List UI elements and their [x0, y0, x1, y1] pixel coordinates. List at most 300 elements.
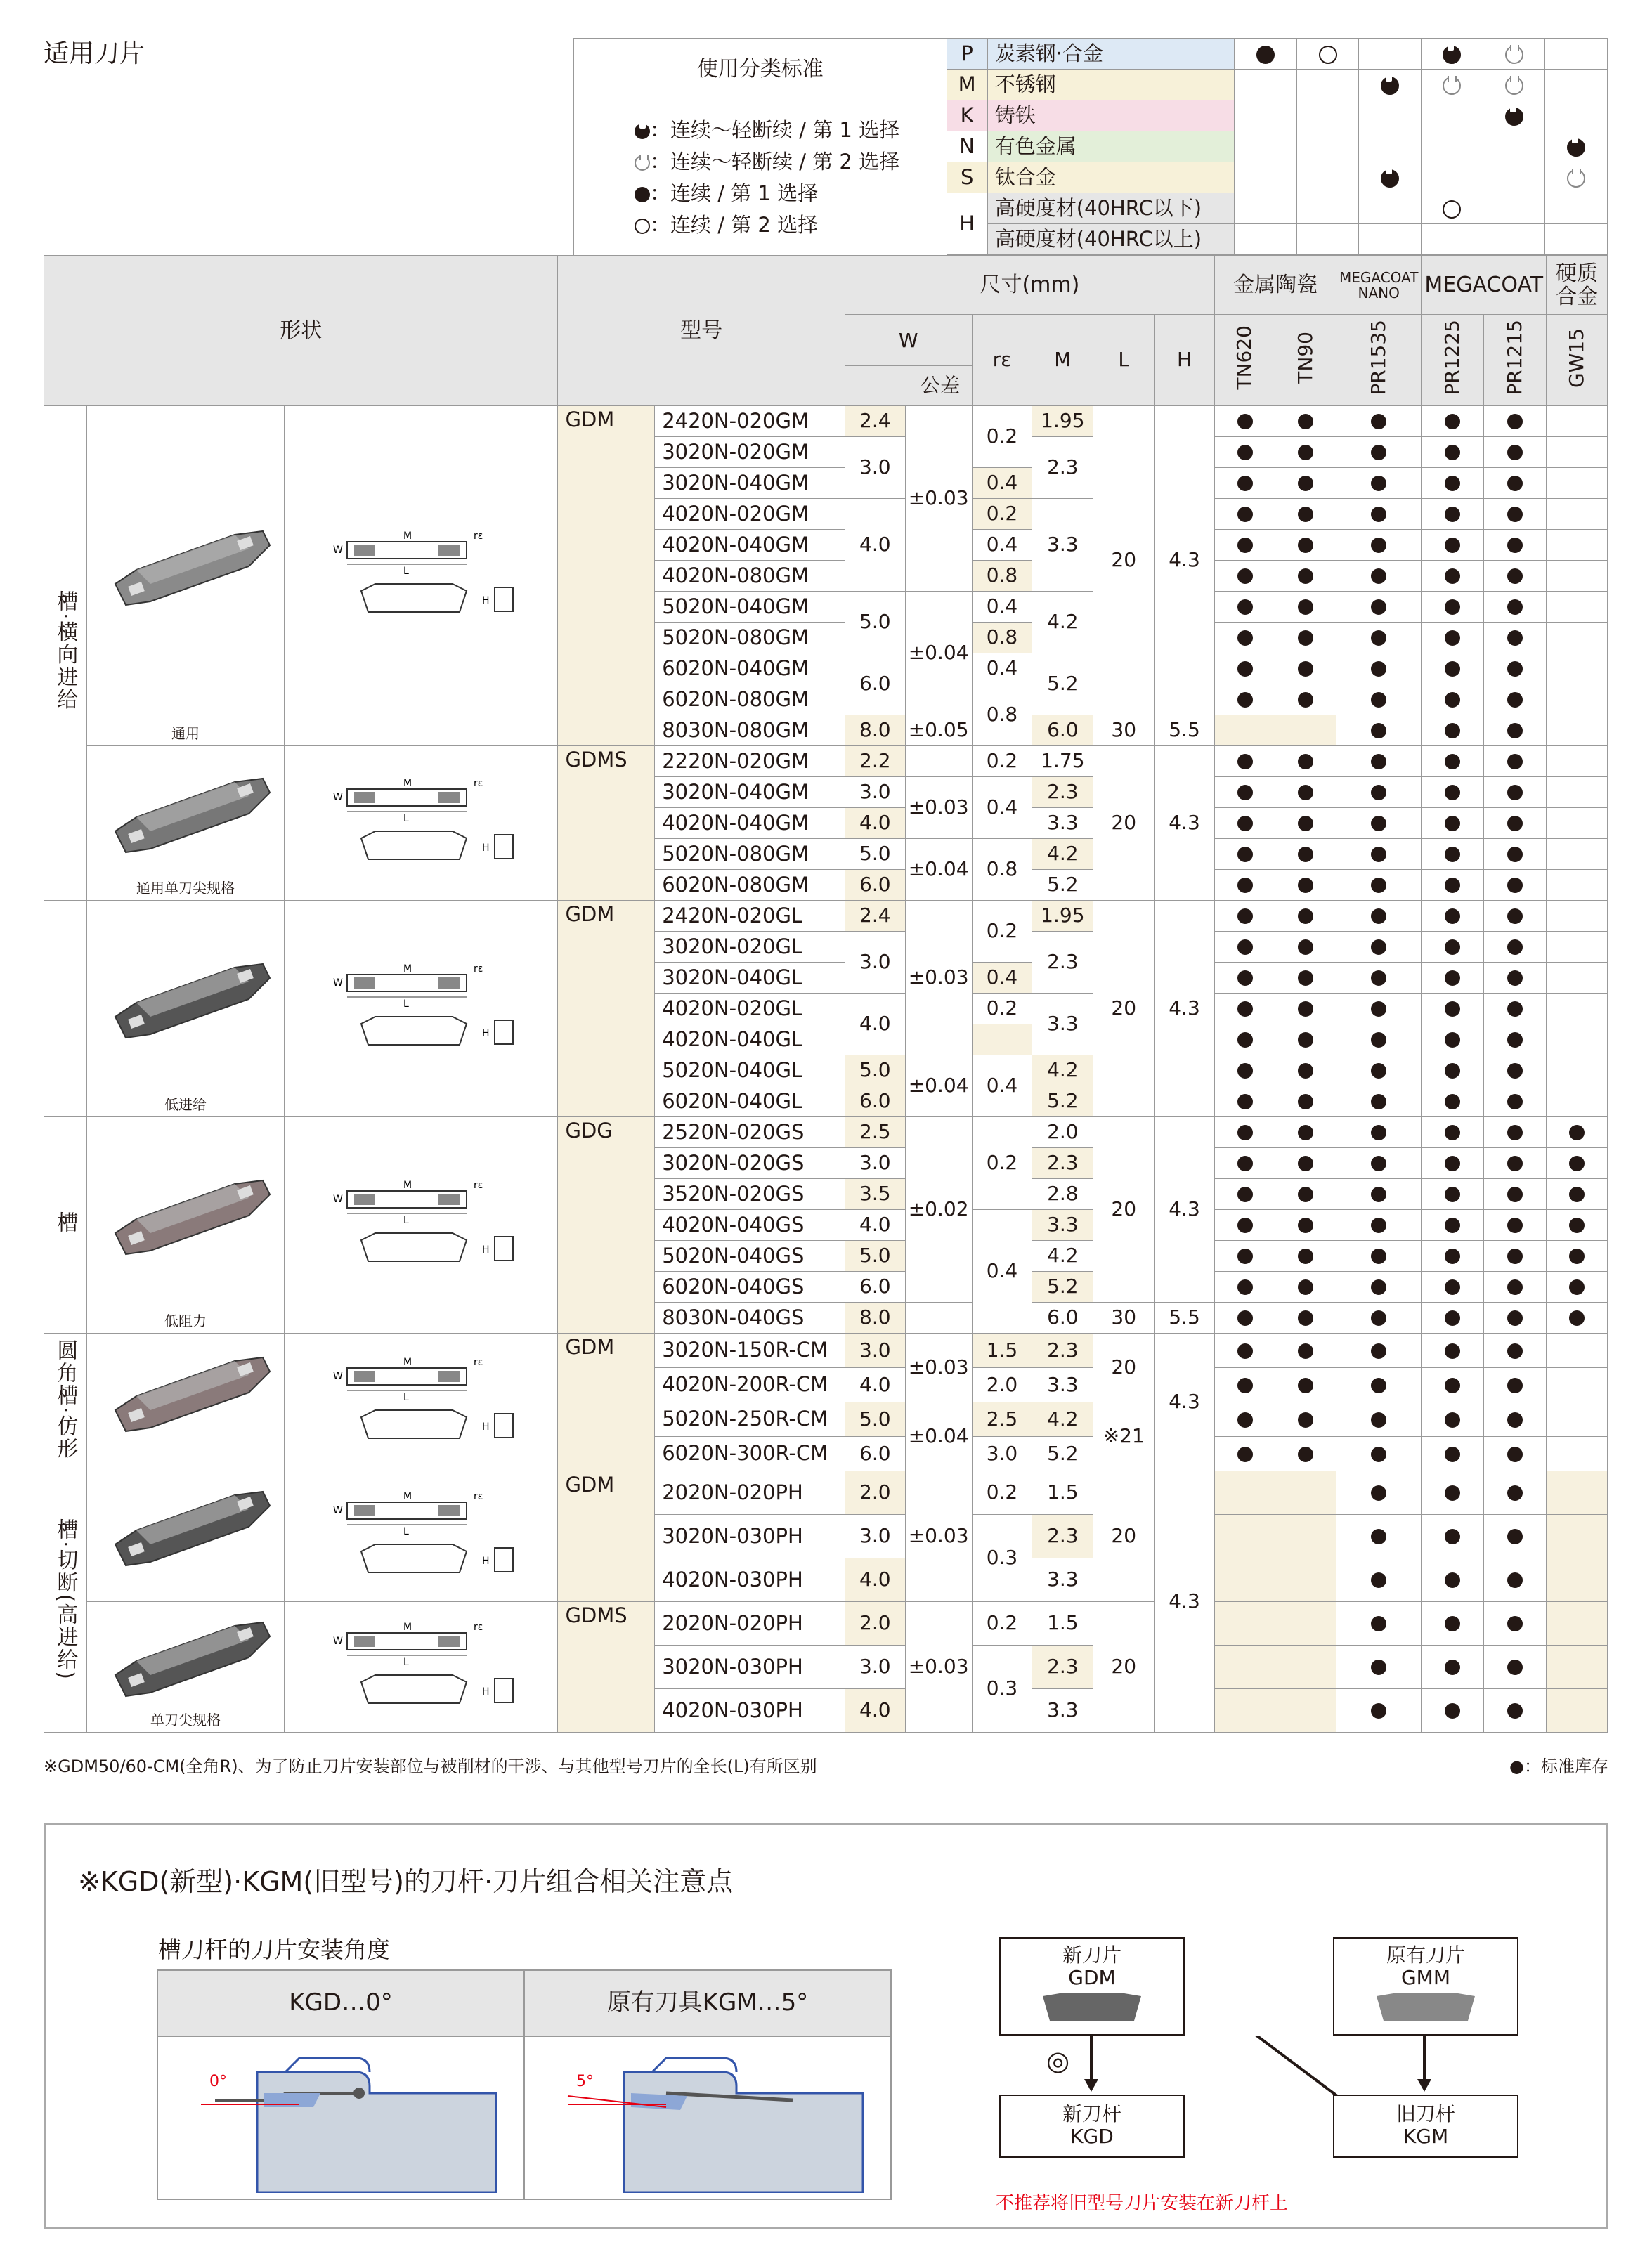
stock-cell: [1547, 1334, 1608, 1368]
re-value: 0.4: [972, 530, 1032, 561]
stock-dot-icon: [1371, 1156, 1386, 1171]
stock-dot-icon: [1298, 1343, 1313, 1359]
stock-cell: [1484, 1055, 1547, 1086]
stock-cell: [1422, 839, 1484, 870]
stock-cell: [1547, 1179, 1608, 1210]
header-h: H: [1155, 315, 1215, 406]
stock-cell: [1214, 777, 1275, 808]
stock-dot-icon: [1445, 754, 1460, 769]
stock-cell: [1214, 1437, 1275, 1471]
stock-cell: [1214, 1086, 1275, 1117]
stock-dot-icon: [1237, 1378, 1253, 1393]
stock-dot-icon: [1237, 939, 1253, 955]
stock-cell: [1547, 1055, 1608, 1086]
svg-text:W: W: [333, 1636, 344, 1648]
stock-dot-icon: [1445, 1279, 1460, 1295]
stock-cell: [1422, 808, 1484, 839]
m-value: 1.75: [1032, 746, 1093, 777]
stock-cell: [1484, 1689, 1547, 1733]
stock-cell: [1336, 777, 1421, 808]
filled-circle-icon: [635, 187, 650, 202]
m-value: 1.95: [1032, 406, 1093, 437]
stock-dot-icon: [1507, 1063, 1523, 1079]
stock-cell: [1336, 994, 1421, 1024]
stock-dot-icon: [1371, 1001, 1386, 1017]
l-value: 20: [1093, 901, 1155, 1117]
footnote: ※GDM50/60-CM(全角R)、为了防止刀片安装部位与被削材的干涉、与其他型号刀片的全长(L)有所区别: [44, 1757, 817, 1776]
stock-cell: [1214, 839, 1275, 870]
stock-dot-icon: [1507, 445, 1523, 460]
model-number: 6020N-300R-CM: [655, 1437, 845, 1471]
stock-cell: [1214, 1602, 1275, 1646]
stock-cell: [1547, 1402, 1608, 1437]
stock-dot-icon: [1237, 1343, 1253, 1359]
stock-dot-icon: [1298, 908, 1313, 924]
stock-dot-icon: [1371, 568, 1386, 584]
stock-cell: [1484, 406, 1547, 437]
stock-cell: [1275, 406, 1336, 437]
w-value: 4.0: [845, 1558, 905, 1602]
stock-cell: [1336, 1210, 1421, 1241]
stock-cell: [1547, 746, 1608, 777]
svg-text:L: L: [403, 813, 410, 825]
key-text: ：连续～轻断续 / 第 1 选择: [650, 117, 900, 142]
stock-dot-icon: [1371, 1572, 1386, 1588]
w-value: 6.0: [845, 1437, 905, 1471]
stock-cell: [1275, 1148, 1336, 1179]
w-value: 3.0: [845, 1148, 905, 1179]
header-re: rε: [972, 315, 1032, 406]
stock-cell: [1484, 715, 1547, 746]
model-number: 3020N-030PH: [655, 1646, 845, 1689]
re-value: 0.2: [972, 1117, 1032, 1210]
dimension-drawing: [291, 1474, 551, 1594]
model-number: 5020N-040GM: [655, 592, 845, 623]
stock-cell: [1422, 1334, 1484, 1368]
shape-label: 通用: [171, 725, 200, 742]
stock-cell: [1214, 406, 1275, 437]
stock-dot-icon: [1507, 1378, 1523, 1393]
stock-cell: [1547, 1241, 1608, 1272]
svg-text:H: H: [482, 1244, 490, 1256]
tolerance: ±0.02: [905, 1117, 972, 1303]
header-megacoat-nano: MEGACOAT NANO: [1336, 256, 1421, 315]
insert-photo: [86, 1117, 284, 1334]
stock-cell: [1422, 932, 1484, 963]
stock-cell: [1214, 623, 1275, 653]
mat-name-n: 有色金属: [987, 131, 1235, 162]
stock-cell: [1547, 1602, 1608, 1646]
header-l: L: [1093, 315, 1155, 406]
stock-dot-icon: [1371, 692, 1386, 708]
stock-cell: [1547, 1210, 1608, 1241]
re-value: 0.4: [972, 592, 1032, 623]
stock-dot-icon: [1445, 1032, 1460, 1048]
stock-dot-icon: [1298, 878, 1313, 893]
svg-text:L: L: [403, 1215, 410, 1227]
stock-dot-icon: [1445, 1572, 1460, 1588]
stock-dot-icon: [1507, 414, 1523, 429]
m-value: 2.3: [1032, 777, 1093, 808]
header-m: M: [1032, 315, 1093, 406]
mat-code-h: H: [947, 193, 987, 255]
stock-cell: [1422, 1515, 1484, 1558]
stock-cell: [1547, 437, 1608, 468]
m-value: 2.0: [1032, 1117, 1093, 1148]
re-value: 0.2: [972, 901, 1032, 963]
l-value: 20: [1093, 1602, 1155, 1733]
m-value: 5.2: [1032, 653, 1093, 715]
stock-dot-icon: [1298, 538, 1313, 553]
svg-text:W: W: [333, 1194, 344, 1206]
re-value: 0.2: [972, 499, 1032, 530]
insert-image: [108, 764, 277, 863]
old-insert-box: 原有刀片 GMM: [1333, 1937, 1518, 2036]
stock-cell: [1547, 684, 1608, 715]
stock-cell: [1547, 808, 1608, 839]
model-number: 2020N-020PH: [655, 1471, 845, 1515]
stock-dot-icon: [1237, 1156, 1253, 1171]
stock-cell: [1547, 715, 1608, 746]
insert-drawing: [285, 1334, 558, 1471]
dimension-drawing: [291, 946, 551, 1066]
m-value: 4.2: [1032, 592, 1093, 653]
notice-box: [44, 1823, 1608, 2229]
stock-cell: [1275, 1272, 1336, 1303]
stock-cell: [1422, 715, 1484, 746]
model-number: 5020N-040GS: [655, 1241, 845, 1272]
stock-cell: [1422, 561, 1484, 592]
stock-dot-icon: [1237, 1412, 1253, 1428]
insert-image: [108, 1343, 277, 1442]
stock-cell: [1422, 1086, 1484, 1117]
re-value: 2.5: [972, 1402, 1032, 1437]
stock-cell: [1422, 1241, 1484, 1272]
model-number: 4020N-020GM: [655, 499, 845, 530]
stock-dot-icon: [1371, 1616, 1386, 1631]
h-value: 5.5: [1155, 1303, 1215, 1334]
stock-dot-icon: [1445, 723, 1460, 738]
svg-text:rε: rε: [474, 1357, 483, 1369]
m-value: 5.2: [1032, 1437, 1093, 1471]
key-text: ：连续 / 第 1 选择: [650, 181, 819, 205]
stock-dot-icon: [1298, 414, 1313, 429]
stock-cell: [1422, 530, 1484, 561]
stock-cell: [1422, 746, 1484, 777]
stock-cell: [1275, 499, 1336, 530]
re-value: 0.2: [972, 406, 1032, 468]
model-number: 6020N-080GM: [655, 870, 845, 901]
category-cell: [44, 1117, 87, 1334]
stock-dot-icon: [1371, 1485, 1386, 1501]
stock-cell: [1547, 1368, 1608, 1402]
model-prefix: GDMS: [558, 1602, 655, 1733]
stock-cell: [1484, 684, 1547, 715]
mat-name-h1: 高硬度材(40HRC以下): [987, 193, 1235, 224]
svg-text:rε: rε: [474, 1491, 483, 1503]
stock-dot-icon: [1298, 1279, 1313, 1295]
grade-pr1215: PR1215: [1502, 320, 1526, 396]
re-value: 0.4: [972, 963, 1032, 994]
gdm-insert-icon: [1036, 1989, 1148, 2024]
stock-dot-icon: [1507, 538, 1523, 553]
stock-dot-icon: [1237, 1094, 1253, 1109]
model-number: 3020N-040GL: [655, 963, 845, 994]
stock-dot-icon: [1371, 507, 1386, 522]
stock-dot-icon: [1507, 1703, 1523, 1719]
stock-cell: [1422, 1689, 1484, 1733]
header-megacoat: MEGACOAT: [1422, 256, 1547, 315]
stock-cell: [1484, 1272, 1547, 1303]
stock-dot-icon: [1445, 661, 1460, 677]
stock-cell: [1484, 839, 1547, 870]
stock-cell: [1214, 1303, 1275, 1334]
stock-dot-icon: [1371, 445, 1386, 460]
stock-dot-icon: [1445, 507, 1460, 522]
stock-cell: [1422, 1602, 1484, 1646]
stock-dot-icon: [1371, 939, 1386, 955]
stock-dot-icon: [1445, 1447, 1460, 1462]
stock-cell: [1275, 623, 1336, 653]
m-value: 5.2: [1032, 1272, 1093, 1303]
stock-cell: [1275, 1303, 1336, 1334]
m-value: 4.2: [1032, 1241, 1093, 1272]
stock-cell: [1336, 1646, 1421, 1689]
stock-cell: [1214, 963, 1275, 994]
stock-dot-icon: [1237, 1032, 1253, 1048]
stock-cell: [1484, 963, 1547, 994]
stock-dot-icon: [1371, 1094, 1386, 1109]
new-insert-box: 新刀片 GDM: [999, 1937, 1185, 2036]
insert-photo: [86, 746, 284, 901]
stock-dot-icon: [1445, 1412, 1460, 1428]
w-value: 4.0: [845, 994, 905, 1055]
stock-cell: [1484, 561, 1547, 592]
insert-photo: [86, 1334, 284, 1471]
stock-cell: [1336, 1334, 1421, 1368]
stock-dot-icon: [1298, 1156, 1313, 1171]
stock-cell: [1214, 1334, 1275, 1368]
stock-cell: [1275, 870, 1336, 901]
stock-cell: [1275, 1437, 1336, 1471]
stock-dot-icon: [1237, 754, 1253, 769]
stock-dot-icon: [1445, 1378, 1460, 1393]
stock-dot-icon: [1371, 1218, 1386, 1233]
svg-text:L: L: [403, 998, 410, 1010]
model-number: 4020N-080GM: [655, 561, 845, 592]
mat-code-s: S: [947, 162, 987, 193]
stock-dot-icon: [1237, 1001, 1253, 1017]
stock-dot-icon: [1569, 1187, 1585, 1202]
stock-cell: [1336, 1515, 1421, 1558]
re-value: 0.2: [972, 1602, 1032, 1646]
w-value: 8.0: [845, 1303, 905, 1334]
model-number: 5020N-250R-CM: [655, 1402, 845, 1437]
filled-circle-icon: [1256, 46, 1275, 64]
open-circle-icon: [1319, 46, 1337, 64]
re-value: 0.2: [972, 1471, 1032, 1515]
m-value: 2.3: [1032, 1148, 1093, 1179]
re-value: 0.8: [972, 839, 1032, 901]
m-value: 2.3: [1032, 1646, 1093, 1689]
angle-col-kgm: 原有刀具KGM…5°: [524, 1970, 891, 2036]
tolerance: ±0.03: [905, 1602, 972, 1733]
stock-dot-icon: [1507, 1125, 1523, 1140]
model-number: 4020N-040GM: [655, 530, 845, 561]
m-value: 2.3: [1032, 1334, 1093, 1368]
stock-dot-icon: [1445, 1187, 1460, 1202]
stock-cell: [1214, 530, 1275, 561]
stock-cell: [1275, 777, 1336, 808]
stock-dot-icon: [1507, 476, 1523, 491]
stock-dot-icon: [1371, 1343, 1386, 1359]
stock-dot-icon: [1507, 599, 1523, 615]
m-value: 3.3: [1032, 1558, 1093, 1602]
stock-cell: [1214, 684, 1275, 715]
stock-cell: [1336, 1024, 1421, 1055]
stock-cell: [1422, 592, 1484, 623]
stock-cell: [1336, 1402, 1421, 1437]
stock-cell: [1422, 901, 1484, 932]
new-holder-box: 新刀杆 KGD: [999, 2095, 1185, 2158]
re-value: 0.8: [972, 684, 1032, 746]
tolerance: ±0.03: [905, 901, 972, 1055]
svg-text:M: M: [403, 1357, 412, 1369]
angle-label-5: 5°: [576, 2073, 594, 2090]
stock-cell: [1422, 468, 1484, 499]
tolerance: ±0.03: [905, 1334, 972, 1402]
stock-cell: [1547, 777, 1608, 808]
stock-cell: [1214, 1210, 1275, 1241]
svg-text:W: W: [333, 545, 344, 556]
l-value: 30: [1093, 715, 1155, 746]
stock-dot-icon: [1237, 847, 1253, 862]
stock-cell: [1547, 499, 1608, 530]
stock-cell: [1214, 1402, 1275, 1437]
stock-dot-icon: [1569, 1249, 1585, 1264]
gmm-insert-icon: [1370, 1989, 1482, 2024]
stock-dot-icon: [1371, 1249, 1386, 1264]
insert-image: [108, 1478, 277, 1576]
stock-cell: [1336, 1179, 1421, 1210]
stock-cell: [1422, 1471, 1484, 1515]
stock-dot-icon: [1237, 599, 1253, 615]
model-number: 6020N-040GS: [655, 1272, 845, 1303]
stock-cell: [1484, 1402, 1547, 1437]
stock-cell: [1275, 1602, 1336, 1646]
shape-label: 低阻力: [164, 1313, 207, 1329]
stock-dot-icon: [1507, 754, 1523, 769]
l-value: 20: [1093, 1471, 1155, 1602]
insert-drawing: [285, 746, 558, 901]
model-number: 3020N-020GL: [655, 932, 845, 963]
model-prefix: GDM: [558, 1334, 655, 1471]
stock-cell: [1484, 1368, 1547, 1402]
half-open-icon: [1505, 77, 1523, 95]
stock-dot-icon: [1237, 1063, 1253, 1079]
w-value: 5.0: [845, 1402, 905, 1437]
model-number: 6020N-080GM: [655, 684, 845, 715]
svg-text:M: M: [403, 530, 412, 542]
open-circle-icon: [635, 219, 650, 234]
stock-cell: [1214, 499, 1275, 530]
stock-dot-icon: [1445, 1218, 1460, 1233]
stock-dot-icon: [1237, 878, 1253, 893]
stock-dot-icon: [1298, 445, 1313, 460]
stock-cell: [1275, 1515, 1336, 1558]
model-number: 3020N-020GM: [655, 437, 845, 468]
w-value: 3.5: [845, 1179, 905, 1210]
h-value: 4.3: [1155, 901, 1215, 1117]
stock-dot-icon: [1445, 568, 1460, 584]
stock-cell: [1547, 1272, 1608, 1303]
stock-dot-icon: [1298, 661, 1313, 677]
w-value: 5.0: [845, 592, 905, 653]
mat-code-m: M: [947, 70, 987, 100]
w-value: 2.2: [845, 746, 905, 777]
stock-cell: [1214, 808, 1275, 839]
stock-dot-icon: [1237, 1447, 1253, 1462]
stock-cell: [1422, 653, 1484, 684]
stock-dot-icon: [1371, 414, 1386, 429]
stock-dot-icon: [1237, 445, 1253, 460]
stock-dot-icon: [1371, 661, 1386, 677]
stock-dot-icon: [1298, 1412, 1313, 1428]
stock-dot-icon: [1237, 476, 1253, 491]
stock-cell: [1275, 1689, 1336, 1733]
stock-dot-icon: [1445, 878, 1460, 893]
stock-dot-icon: [1371, 1660, 1386, 1675]
half-open-icon: [1443, 77, 1461, 95]
re-value: 0.4: [972, 1210, 1032, 1334]
stock-dot-icon: [1507, 630, 1523, 646]
stock-cell: [1484, 1117, 1547, 1148]
stock-cell: [1422, 1148, 1484, 1179]
w-value: 2.4: [845, 406, 905, 437]
stock-cell: [1214, 1689, 1275, 1733]
stock-dot-icon: [1445, 847, 1460, 862]
stock-cell: [1484, 653, 1547, 684]
warning-text: 不推荐将旧型号刀片安装在新刀杆上: [996, 2193, 1289, 2214]
stock-cell: [1547, 994, 1608, 1024]
half-filled-icon: [1567, 138, 1585, 157]
header-tolerance: 公差: [909, 366, 972, 405]
insert-drawing: [285, 1117, 558, 1334]
header-carbide: 硬质 合金: [1547, 256, 1608, 315]
stock-cell: [1422, 1055, 1484, 1086]
kgd-holder-drawing: [157, 2036, 524, 2199]
stock-dot-icon: [1445, 1703, 1460, 1719]
stock-cell: [1484, 870, 1547, 901]
svg-text:M: M: [403, 1491, 412, 1503]
stock-dot-icon: [1445, 630, 1460, 646]
shape-label: 通用单刀尖规格: [136, 880, 235, 897]
l-value: 20: [1093, 1117, 1155, 1303]
w-value: 4.0: [845, 1368, 905, 1402]
w-value: 5.0: [845, 1241, 905, 1272]
w-value: 2.5: [845, 1117, 905, 1148]
stock-cell: [1422, 870, 1484, 901]
stock-legend: ●：标准库存: [1509, 1757, 1608, 1776]
insert-image: [108, 950, 277, 1048]
stock-cell: [1422, 994, 1484, 1024]
re-value: 0.8: [972, 561, 1032, 592]
stock-cell: [1547, 1086, 1608, 1117]
l-value: ※21: [1093, 1402, 1155, 1471]
stock-cell: [1275, 994, 1336, 1024]
stock-dot-icon: [1237, 1218, 1253, 1233]
l-value: 20: [1093, 1334, 1155, 1402]
